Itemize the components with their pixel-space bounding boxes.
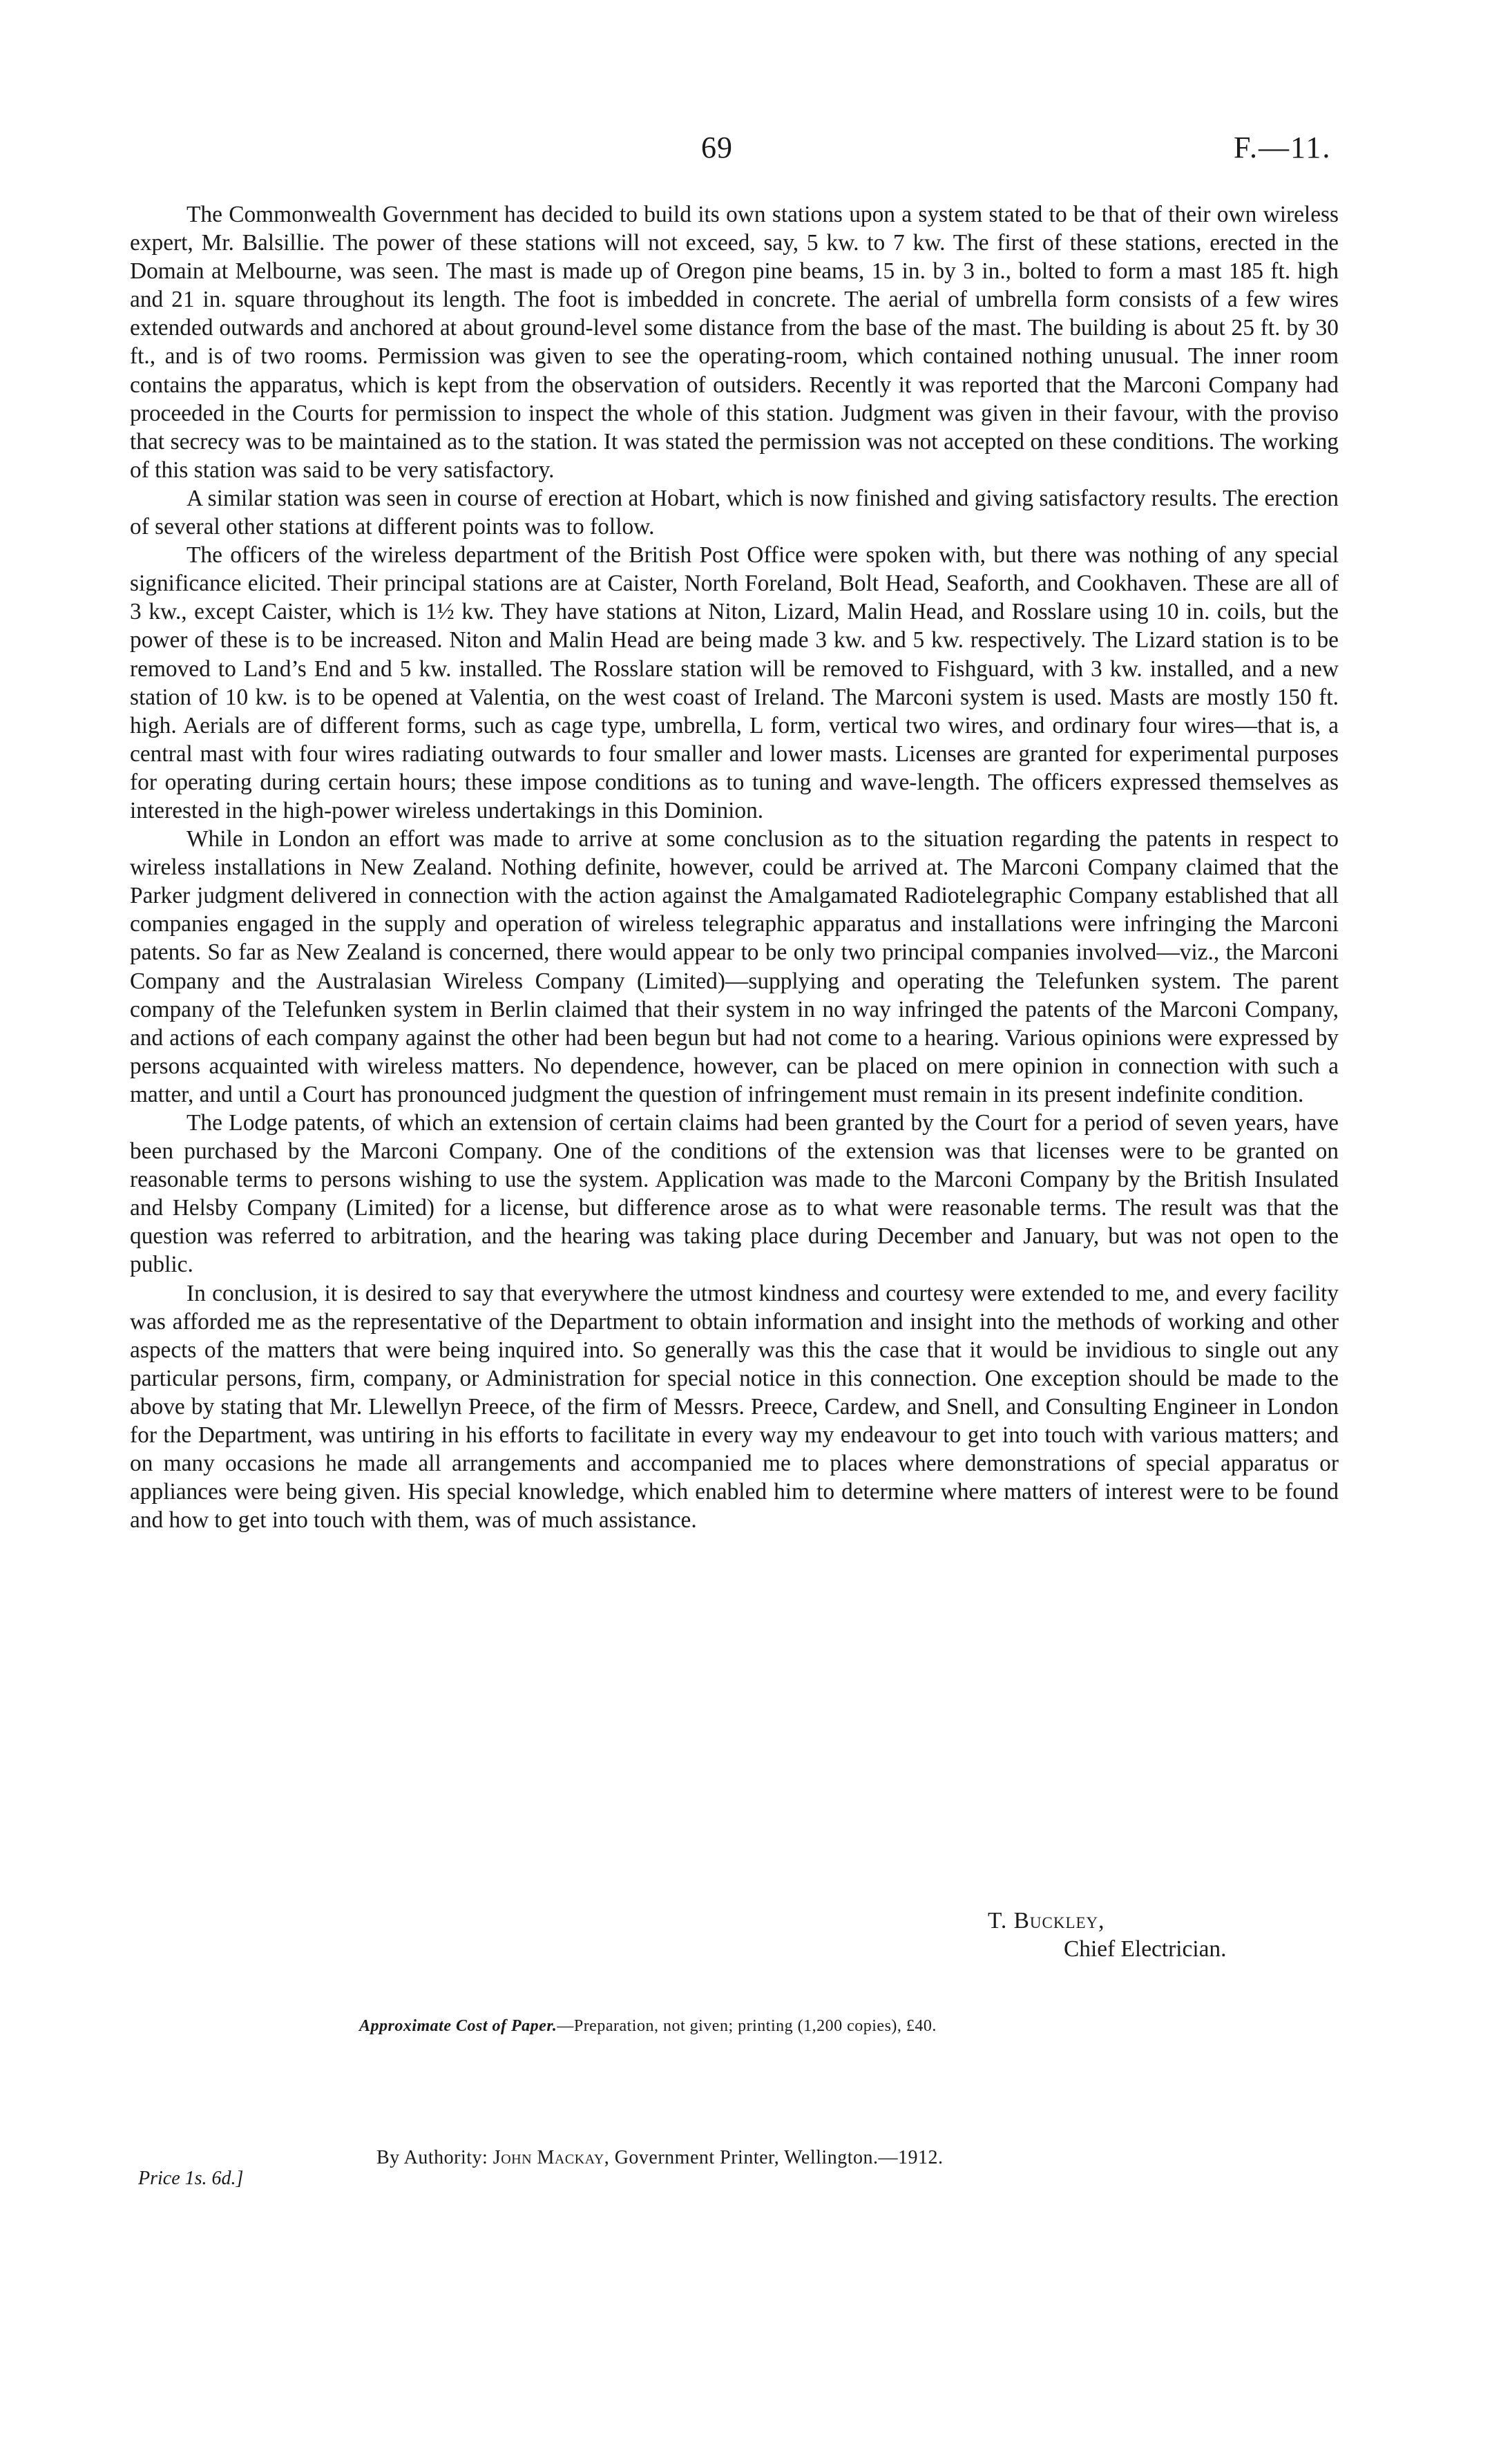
price-note: Price 1s. 6d.] (138, 2168, 244, 2189)
printer-name: John Mackay, (493, 2147, 610, 2168)
report-body (130, 200, 1339, 1534)
signatory-name: T. Buckley, (988, 1908, 1105, 1933)
imprint-suffix: Government Printer, Wellington.—1912. (614, 2147, 944, 2168)
paragraph-lodge-patents: The Lodge patents, of which an extension of certain claims had been granted by the Court for a period of seven years, have been purchased by the Marconi Company. One of the conditions of the extension was that licenses were to be granted on reasonable terms to persons wishing to use the system. Application was made to the Marconi Company by the British Insulated and Helsby Company (Limited) for a license, but difference arose as to what were reasonable terms. The result was that the question was referred to arbitration, and the hearing was taking place during December and January, but was not open to the public. (130, 1110, 1339, 1278)
imprint-prefix: By Authority: (376, 2147, 488, 2168)
paragraph-conclusion: In conclusion, it is desired to say that everywhere the utmost kindness and courtesy were extended to me, and every facility was afforded me as the representative of the Department to obtain information and insight into the methods of working and other aspects of the matters that were being inquired into. So generally was this the case that it would be invidious to single out any particular persons, firm, company, or Administration for special notice in this connection. One exception should be made to the above by stating that Mr. Llewellyn Preece, of the firm of Messrs. Preece, Cardew, and Snell, and Consulting Engineer in London for the Department, was untiring in his efforts to facilitate in every way my endeavour to get into touch with various matters; and on many occasions he made all arrangements and accompanied me to places where demonstrations of special apparatus or appliances were being given. His special knowledge, which enabled him to determine where matters of interest were to be found and how to get into touch with them, was of much assistance. (130, 1280, 1339, 1534)
cost-note (359, 2017, 937, 2036)
cost-text: —Preparation, not given; printing (1,200 copies), £40. (557, 2017, 937, 2035)
signature-block (988, 1907, 1226, 1963)
paragraph-commonwealth: The Commonwealth Government has decided to build its own stations upon a system stated to be that of their own wireless expert, Mr. Balsillie. The power of these stations will not exceed, say, 5 kw. to 7 kw. The first of these stations, erected in the Domain at Melbourne, was seen. The mast is made up of Oregon pine beams, 15 in. by 3 in., bolted to form a mast 185 ft. high and 21 in. square throughout its length. The foot is imbedded in concrete. The aerial of umbrella form consists of a few wires extended outwards and anchored at about ground-level some distance from the base of the mast. The building is about 25 ft. by 30 ft., and is of two rooms. Permission was given to see the operating-room, which contained nothing unusual. The inner room contains the apparatus, which is kept from the observation of outsiders. Recently it was reported that the Marconi Company had proceeded in the Courts for permission to inspect the whole of this station. Judgment was given in their favour, with the proviso that secrecy was to be maintained as to the station. It was stated the permission was not accepted on these conditions. The working of this station was said to be very satisfactory. (130, 202, 1339, 483)
paragraph-patents: While in London an effort was made to arrive at some conclusion as to the situation regarding the patents in respect to wireless installations in New Zealand. Nothing definite, however, could be arrived at. The Marconi Company claimed that the Parker judgment delivered in connection with the action against the Amalgamated Radiotelegraphic Company established that all companies engaged in the supply and operation of wireless telegraphic apparatus and installations were infringing the Marconi patents. So far as New Zealand is concerned, there would appear to be only two principal companies involved—viz., the Marconi Company and the Australasian Wireless Company (Limited)—supplying and operating the Telefunken system. The parent company of the Telefunken system in Berlin claimed that their system in no way infringed the patents of the Marconi Company, and actions of each company against the other had been begun but had not come to a hearing. Various opinions were expressed by persons acquainted with wireless matters. No dependence, however, can be placed on mere opinion in connection with such a matter, and until a Court has pronounced judgment the question of infringement must remain in its present indefinite condition. (130, 826, 1339, 1107)
signatory-title: Chief Electrician. (1064, 1936, 1227, 1962)
printer-imprint (376, 2147, 943, 2169)
page-number: 69 (701, 131, 733, 164)
cost-label: Approximate Cost of Paper. (359, 2017, 557, 2035)
paragraph-post-office: The officers of the wireless department of the British Post Office were spoken with, but there was nothing of any special significance elicited. Their principal stations are at Caister, North Foreland, Bolt Head, Seaforth, and Cookhaven. These are all of 3 kw., except Caister, which is 1½ kw. They have stations at Niton, Lizard, Malin Head, and Rosslare using 10 in. coils, but the power of these is to be increased. Niton and Malin Head are being made 3 kw. and 5 kw. respectively. The Lizard station is to be removed to Land’s End and 5 kw. installed. The Rosslare station will be removed to Fishguard, with 3 kw. installed, and a new station of 10 kw. is to be opened at Valentia, on the west coast of Ireland. The Marconi system is used. Masts are mostly 150 ft. high. Aerials are of different forms, such as cage type, umbrella, L form, vertical two wires, and ordinary four wires—that is, a central mast with four wires radiating outwards to four smaller and lower masts. Licenses are granted for experimental purposes for operating during certain hours; these impose conditions as to tuning and wave-length. The officers expressed themselves as interested in the high-power wireless undertakings in this Dominion. (130, 542, 1339, 823)
document-reference: F.—11. (1234, 131, 1332, 164)
paragraph-hobart: A similar station was seen in course of erection at Hobart, which is now finished and giving satisfactory results. The erection of several other stations at different points was to follow. (130, 485, 1339, 540)
